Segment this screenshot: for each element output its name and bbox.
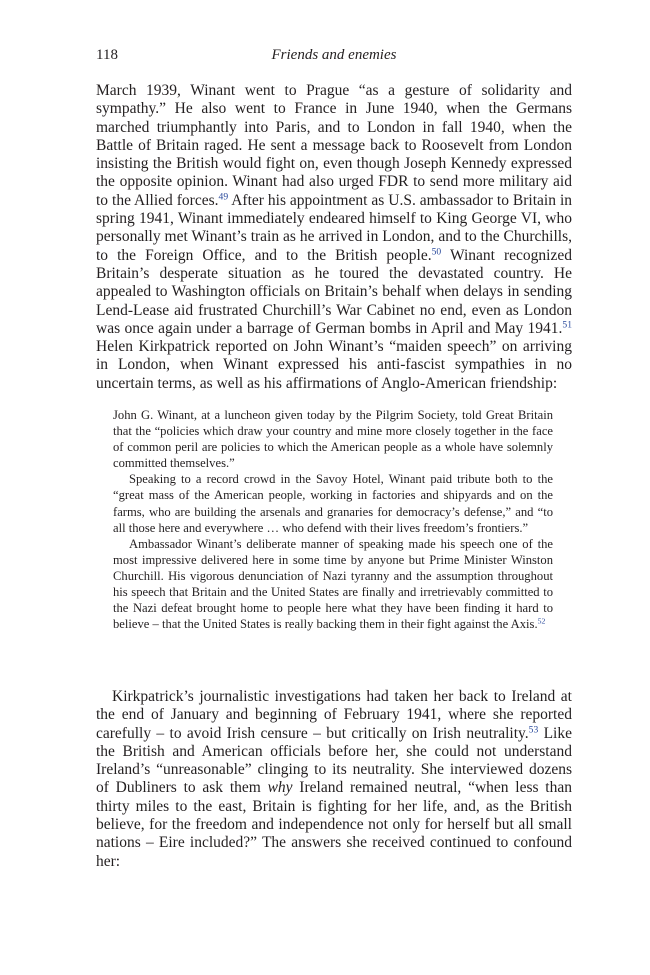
paragraph-text: After his appointment as U.S. ambassador to Britain in spring 1941, Winant immediately endeared himself to King George VI, who personally met Winant’s train as he arrived in London, and to the Churchills, to the Foreign Office, and to the British people. <box>96 191 572 264</box>
paragraph-text: Ireland remained neutral, “when less than thirty miles to the east, Britain is fighting for her life, and, as the British believe, for the freedom and independence not only for herself but all small nations – Eire included?” The answers she received continued to confound her: <box>96 779 572 870</box>
paragraph-text: Helen Kirkpatrick reported on John Winant’s “maiden speech” on arriving in London, when Winant expressed his anti-fascist sympathies in no uncertain terms, as well as his affirmations of Anglo-American friendship: <box>96 338 572 392</box>
page-header <box>96 47 572 69</box>
quote-text: Ambassador Winant’s deliberate manner of speaking made his speech one of the most impressive delivered here in some time by anyone but Prime Minister Winston Churchill. His vigorous denunciation of Nazi tyranny and the assumption throughout his speech that Britain and the United States are finally and irretrievably committed to the Nazi defeat brought home to people here what they have been finding it hard to believe – that the United States is really backing them in their fight against the Axis. <box>113 536 553 632</box>
running-head: Friends and enemies <box>271 47 397 63</box>
quote-paragraph-2: Speaking to a record crowd in the Savoy Hotel, Winant paid tribute both to the “great mass of the American people, working in factories and shipyards and on the farms, who are building the arsenals and granaries for democracy’s defense,” and “to all those here and everywhere … who defend with their lives freedom’s frontiers.” <box>113 472 553 535</box>
quote-paragraph-3 <box>113 536 553 633</box>
block-quote <box>113 407 553 632</box>
footnote-ref-50[interactable]: 50 <box>431 246 442 258</box>
body-paragraph-2 <box>96 688 572 871</box>
emphasis-why: why <box>267 779 293 797</box>
paragraph-text: March 1939, Winant went to Prague “as a gesture of solidarity and sympathy.” He also went to France in June 1940, when the Germans marched triumphantly into Paris, and to London in fall 1940, when the Battle of Britain raged. He sent a message back to Roosevelt from London insisting the British would fight on, even though Joseph Kennedy expressed the opposite opinion. Winant had also urged FDR to send more military aid to the Allied forces. <box>96 82 572 209</box>
page-number: 118 <box>96 47 118 63</box>
footnote-ref-53[interactable]: 53 <box>528 724 539 736</box>
paragraph-text: Like the British and American officials before her, she could not understand Ireland’s “unreasonable” clinging to its neutrality. She interviewed dozens of Dubliners to ask them <box>96 724 572 797</box>
footnote-ref-52[interactable]: 52 <box>537 616 546 626</box>
paragraph-text: Winant recognized Britain’s desperate situation as he toured the devastated country. He appealed to Washington officials on Britain’s behalf when delays in sending Lend-Lease aid frustrated Churchill’s War Cabinet no end, even as London was once again under a barrage of German bombs in April and May 1941. <box>96 246 572 337</box>
footnote-ref-49[interactable]: 49 <box>218 191 229 203</box>
body-paragraph-1 <box>96 82 572 393</box>
quote-paragraph-1: John G. Winant, at a luncheon given today by the Pilgrim Society, told Great Britain that the “policies which draw your country and mine more closely together in the face of common peril are policies to which the American people as a whole have solemnly committed themselves.” <box>113 408 553 471</box>
footnote-ref-51[interactable]: 51 <box>562 319 572 331</box>
paragraph-text: Kirkpatrick’s journalistic investigations had taken her back to Ireland at the end of January and beginning of February 1941, where she reported carefully – to avoid Irish censure – but critically on Irish neutrality. <box>96 688 572 742</box>
